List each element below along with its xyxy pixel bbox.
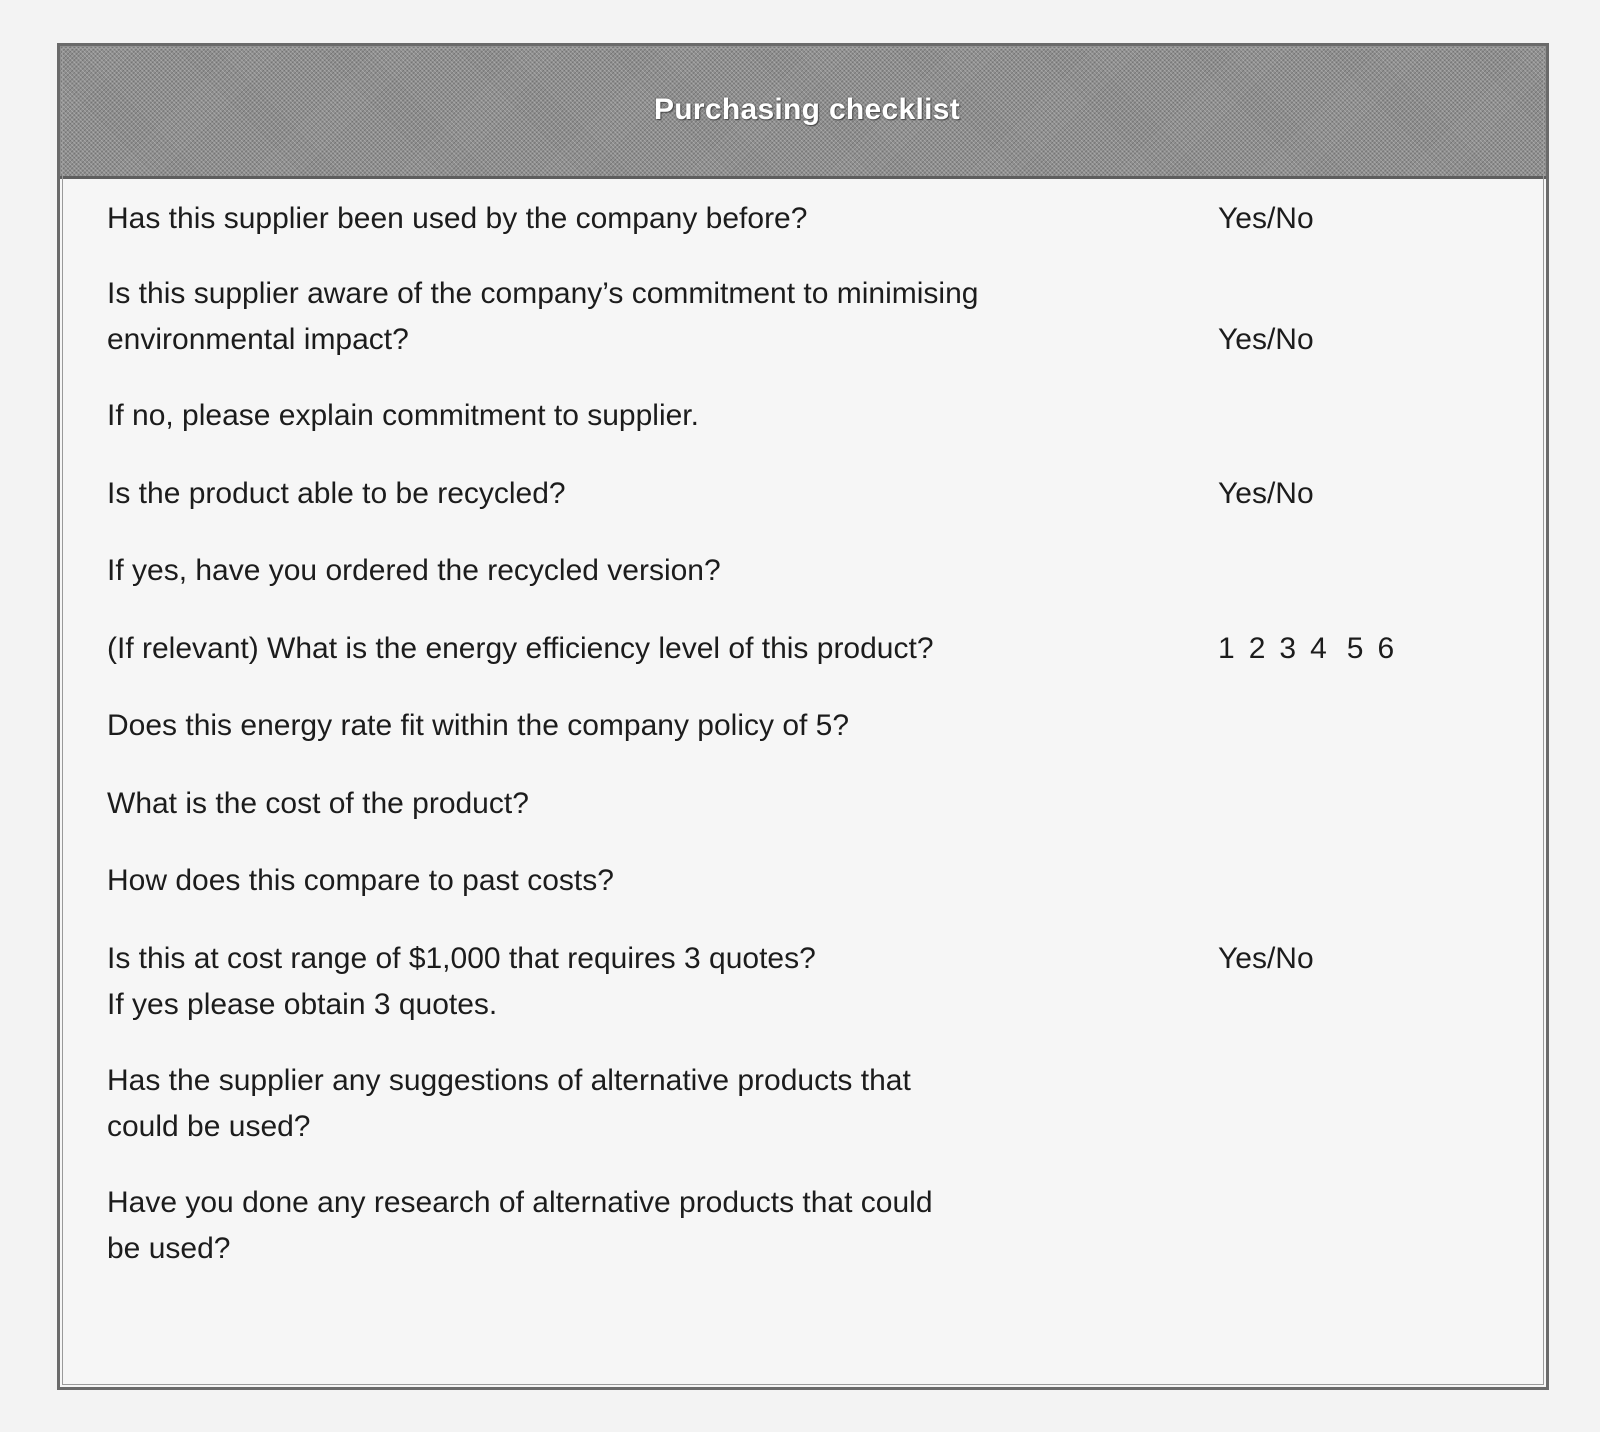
answer-yes-no[interactable]: Yes/No <box>1218 202 1314 235</box>
question-recycled-version-ordered <box>107 548 1127 594</box>
question-line: Have you done any research of alternative products that could <box>107 1186 933 1219</box>
question-line: Is this at cost range of $1,000 that requires 3 quotes? <box>107 942 816 975</box>
question-line: environmental impact? <box>107 323 409 356</box>
answer-yes-no[interactable]: Yes/No <box>1218 323 1314 356</box>
checklist-header <box>60 46 1546 179</box>
energy-rating-option[interactable]: 2 <box>1248 632 1266 665</box>
question-energy-rate-policy <box>107 703 1127 749</box>
question-line: Is the product able to be recycled? <box>107 477 566 510</box>
energy-rating-option[interactable]: 1 <box>1218 632 1235 665</box>
checklist-title: Purchasing checklist <box>653 93 961 126</box>
energy-rating-scale <box>1218 626 1408 672</box>
energy-rating-option[interactable]: 4 <box>1310 632 1327 665</box>
question-line: If yes please obtain 3 quotes. <box>107 988 498 1021</box>
question-product-recyclable <box>107 471 1127 517</box>
question-line: Has the supplier any suggestions of alternative products that <box>107 1064 911 1097</box>
energy-rating-option[interactable]: 5 <box>1346 632 1364 665</box>
question-supplier-alternatives <box>107 1058 1127 1150</box>
purchasing-checklist-form <box>57 43 1549 1390</box>
question-supplier-used-before <box>107 196 1127 242</box>
answer-yes-no[interactable]: Yes/No <box>1218 477 1314 510</box>
question-line: be used? <box>107 1232 231 1265</box>
energy-rating-option[interactable]: 6 <box>1377 632 1395 665</box>
question-supplier-aware-commitment <box>107 271 1127 363</box>
question-research-alternatives <box>107 1180 1127 1272</box>
answer-yes-no[interactable]: Yes/No <box>1218 942 1314 975</box>
question-energy-efficiency-level <box>107 626 1127 672</box>
question-line: Does this energy rate fit within the company policy of 5? <box>107 709 850 742</box>
question-line: Is this supplier aware of the company’s commitment to minimising <box>107 277 979 310</box>
question-compare-past-costs <box>107 858 1127 904</box>
question-line: (If relevant) What is the energy efficiency level of this product? <box>107 632 934 665</box>
question-product-cost <box>107 781 1127 827</box>
question-explain-commitment <box>107 393 1127 439</box>
energy-rating-option[interactable]: 3 <box>1279 632 1297 665</box>
question-cost-range-quotes <box>107 936 1127 1028</box>
question-line: If yes, have you ordered the recycled version? <box>107 554 721 587</box>
question-line: If no, please explain commitment to supplier. <box>107 399 699 432</box>
question-line: How does this compare to past costs? <box>107 864 614 897</box>
question-line: Has this supplier been used by the company before? <box>107 202 808 235</box>
question-line: What is the cost of the product? <box>107 787 529 820</box>
question-line: could be used? <box>107 1110 311 1143</box>
